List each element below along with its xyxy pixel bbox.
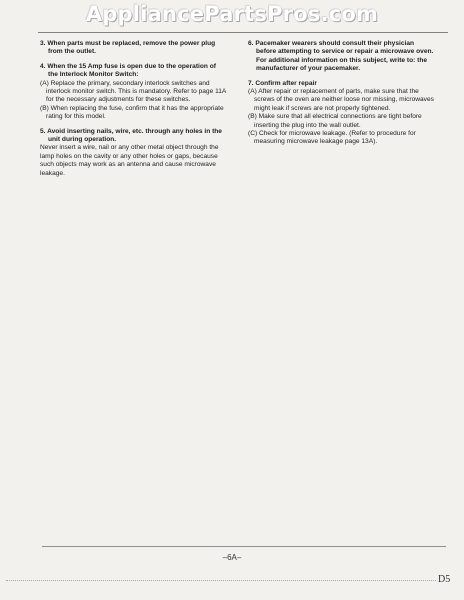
item-5-heading: 5. Avoid inserting nails, wire, etc. through any holes in the unit during operation. [40,127,222,144]
scan-edge-dots [6,580,436,582]
item-5 [40,128,226,178]
item-4-paragraph-a: (A) Replace the primary, secondary interlock switches and interlock monitor switch. This is mandatory. Refer to page 11A for the necessary adjustments for these switches. [40,79,226,104]
right-column [248,40,434,153]
top-rule [38,32,448,33]
corner-mark: D5 [438,574,451,585]
page-number: –6A– [222,553,242,562]
item-7-paragraph-b: (B) Make sure that all electrical connections are tight before inserting the plug into the wall outlet. [248,113,422,129]
item-4-paragraph-b: (B) When replacing the fuse, confirm that it has the appropriate rating for this model. [40,104,224,121]
item-7-paragraph-c: (C) Check for microwave leakage. (Refer to procedure for measuring microwave leakage page 13A). [248,130,416,146]
item-7-heading: 7. Confirm after repair [248,79,317,87]
item-3 [40,40,226,57]
item-4-heading: 4. When the 15 Amp fuse is open due to the operation of the Interlock Monitor Switch: [40,62,216,79]
item-7 [248,80,434,147]
footer-rule [42,546,446,547]
item-5-paragraph: Never insert a wire, nail or any other metal object through the lamp holes on the cavity or any other holes or gaps, because such objects may work as an antenna and cause microwave leakage. [40,144,219,177]
item-6 [248,40,434,74]
item-6-heading: 6. Pacemaker wearers should consult their physician before attempting to service or repair a microwave oven. For additional information on this subject, write to: the manufacturer of your pacemaker. [248,40,434,73]
site-watermark: AppliancePartsPros.com [85,2,379,26]
item-4 [40,63,226,122]
left-column [40,40,226,184]
item-7-paragraph-a: (A) After repair or replacement of parts, make sure that the screws of the oven are neither loose nor missing, microwaves might leak if screws are not properly tightened. [248,88,434,112]
item-3-heading: 3. When parts must be replaced, remove the power plug from the outlet. [40,40,216,56]
